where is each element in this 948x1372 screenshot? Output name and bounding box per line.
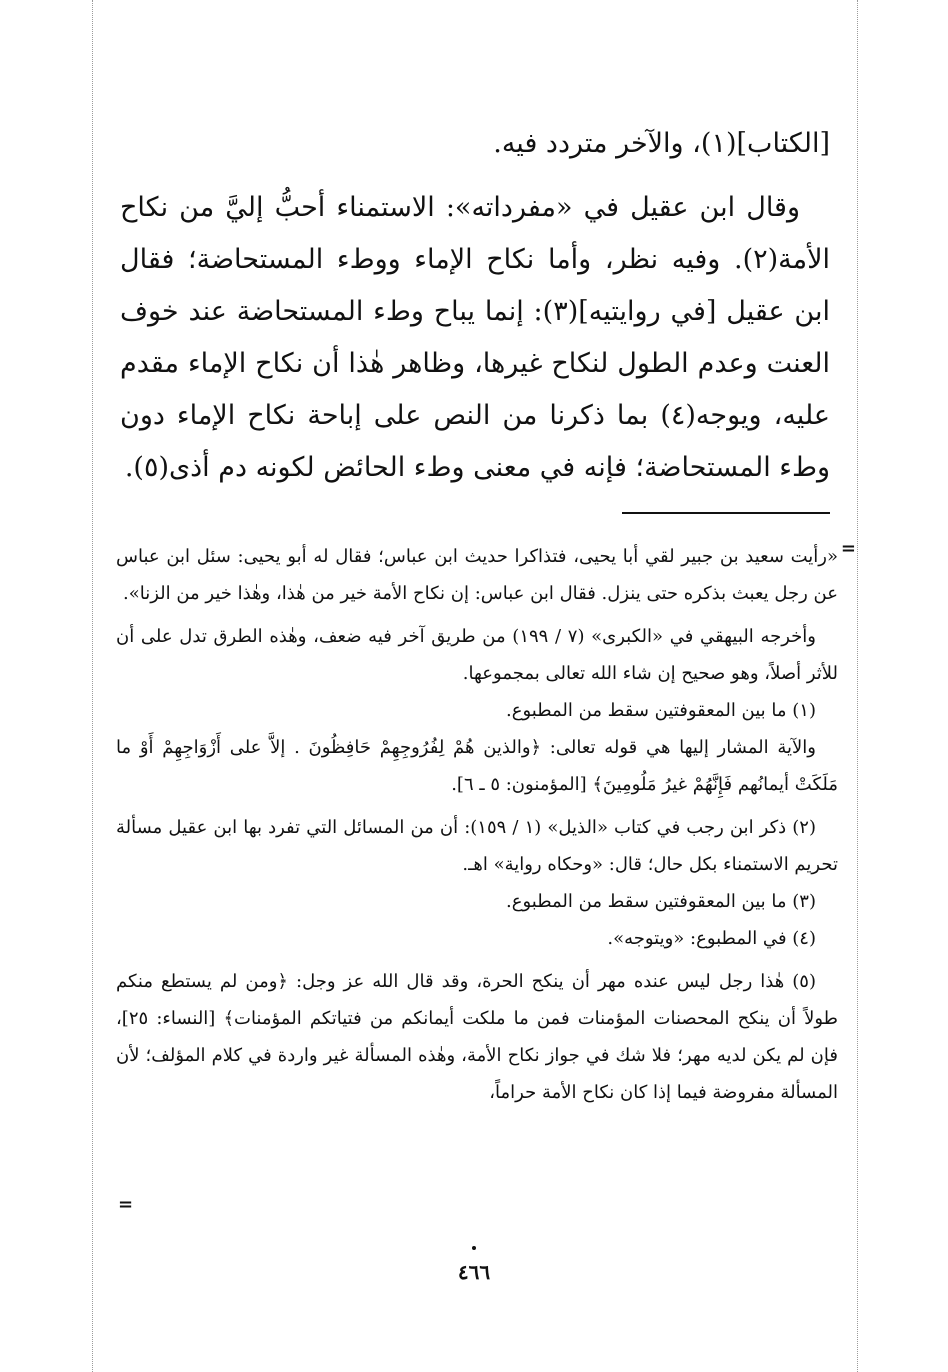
footnote-separator	[622, 512, 830, 514]
footnote-1: (١) ما بين المعقوفتين سقط من المطبوع.	[506, 700, 816, 721]
footnote-2: (٢) ذكر ابن رجب في كتاب «الذيل» (١ / ١٥٩): أن من المسائل التي تفرد بها ابن عقيل مسألة تحريم الاستمناء بكل حال؛ قال: «وحكاه رواية» اهـ.	[116, 817, 838, 875]
footnote-bayhaqi: وأخرجه البيهقي في «الكبرى» (٧ / ١٩٩) من طريق آخر فيه ضعف، وهٰذه الطرق تدل على أن للأثر أصلاً، وهو صحيح إن شاء الله تعالى بمجموعها.	[116, 626, 838, 684]
footnote-continuation: «رأيت سعيد بن جبير لقي أبا يحيى، فتذاكرا حديث ابن عباس؛ فقال له أبو يحيى: سئل ابن عباس عن رجل يعبث بذكره حتى ينزل. فقال ابن عباس: إن نكاح الأمة خير من هٰذا، وهٰذا خير من الزنا».	[116, 546, 838, 604]
page-number: ٤٦٦	[0, 1246, 948, 1284]
footnote-4: (٤) في المطبوع: «ويتوجه».	[607, 928, 816, 949]
main-text-paragraph: وقال ابن عقيل في «مفرداته»: الاستمناء أحبُّ إليَّ من نكاح الأمة(٢). وفيه نظر، وأما نكاح الإماء ووطء المستحاضة؛ فقال ابن عقيل [في روايتيه](٣): إنما يباح وطء المستحاضة عند خوف العنت وعدم الطول لنكاح غيرها، وظاهر هٰذا أن نكاح الإماء مقدم عليه، ويوجه(٤) بما ذكرنا من النص على إباحة نكاح الإماء دون وطء المستحاضة؛ فإنه في معنى وطء الحائض لكونه دم أذى(٥).	[120, 192, 831, 483]
footnote-1-ayah: والآية المشار إليها هي قوله تعالى: ﴿والذين هُمْ لِفُرُوجِهِمْ حَافِظُونَ . إلاَّ على أَزْوَاجِهِمْ أَوْ ما مَلَكَتْ أيمانُهم فَإِنَّهُمْ غيرُ مَلُومِينَ﴾ [المؤمنون: ٥ ـ ٦].	[116, 737, 838, 795]
footnote-continuation-marker: =	[840, 538, 856, 559]
main-text-block	[120, 118, 830, 494]
right-margin-dotted-line	[857, 0, 858, 1372]
footnote-5: (٥) هٰذا رجل ليس عنده مهر أن ينكح الحرة، وقد قال الله عز وجل: ﴿ومن لم يستطع منكم طولاً أن ينكح المحصنات المؤمنات فمن ما ملكت أيمانكم من فتياتكم المؤمنات﴾ [النساء: ٢٥]، فإن لم يكن لديه مهر؛ فلا شك في جواز نكاح الأمة، وهٰذه المسألة غير واردة في كلام المؤلف؛ لأن المسألة مفروضة فيما إذا كان نكاح الأمة حراماً،	[116, 971, 838, 1103]
left-margin-dotted-line	[92, 0, 93, 1372]
footnote-end-continuation-marker: =	[118, 1194, 134, 1215]
footnote-3: (٣) ما بين المعقوفتين سقط من المطبوع.	[506, 891, 816, 912]
main-text-line: [الكتاب](١)، والآخر متردد فيه.	[493, 128, 830, 159]
footnotes-block	[116, 538, 838, 1111]
